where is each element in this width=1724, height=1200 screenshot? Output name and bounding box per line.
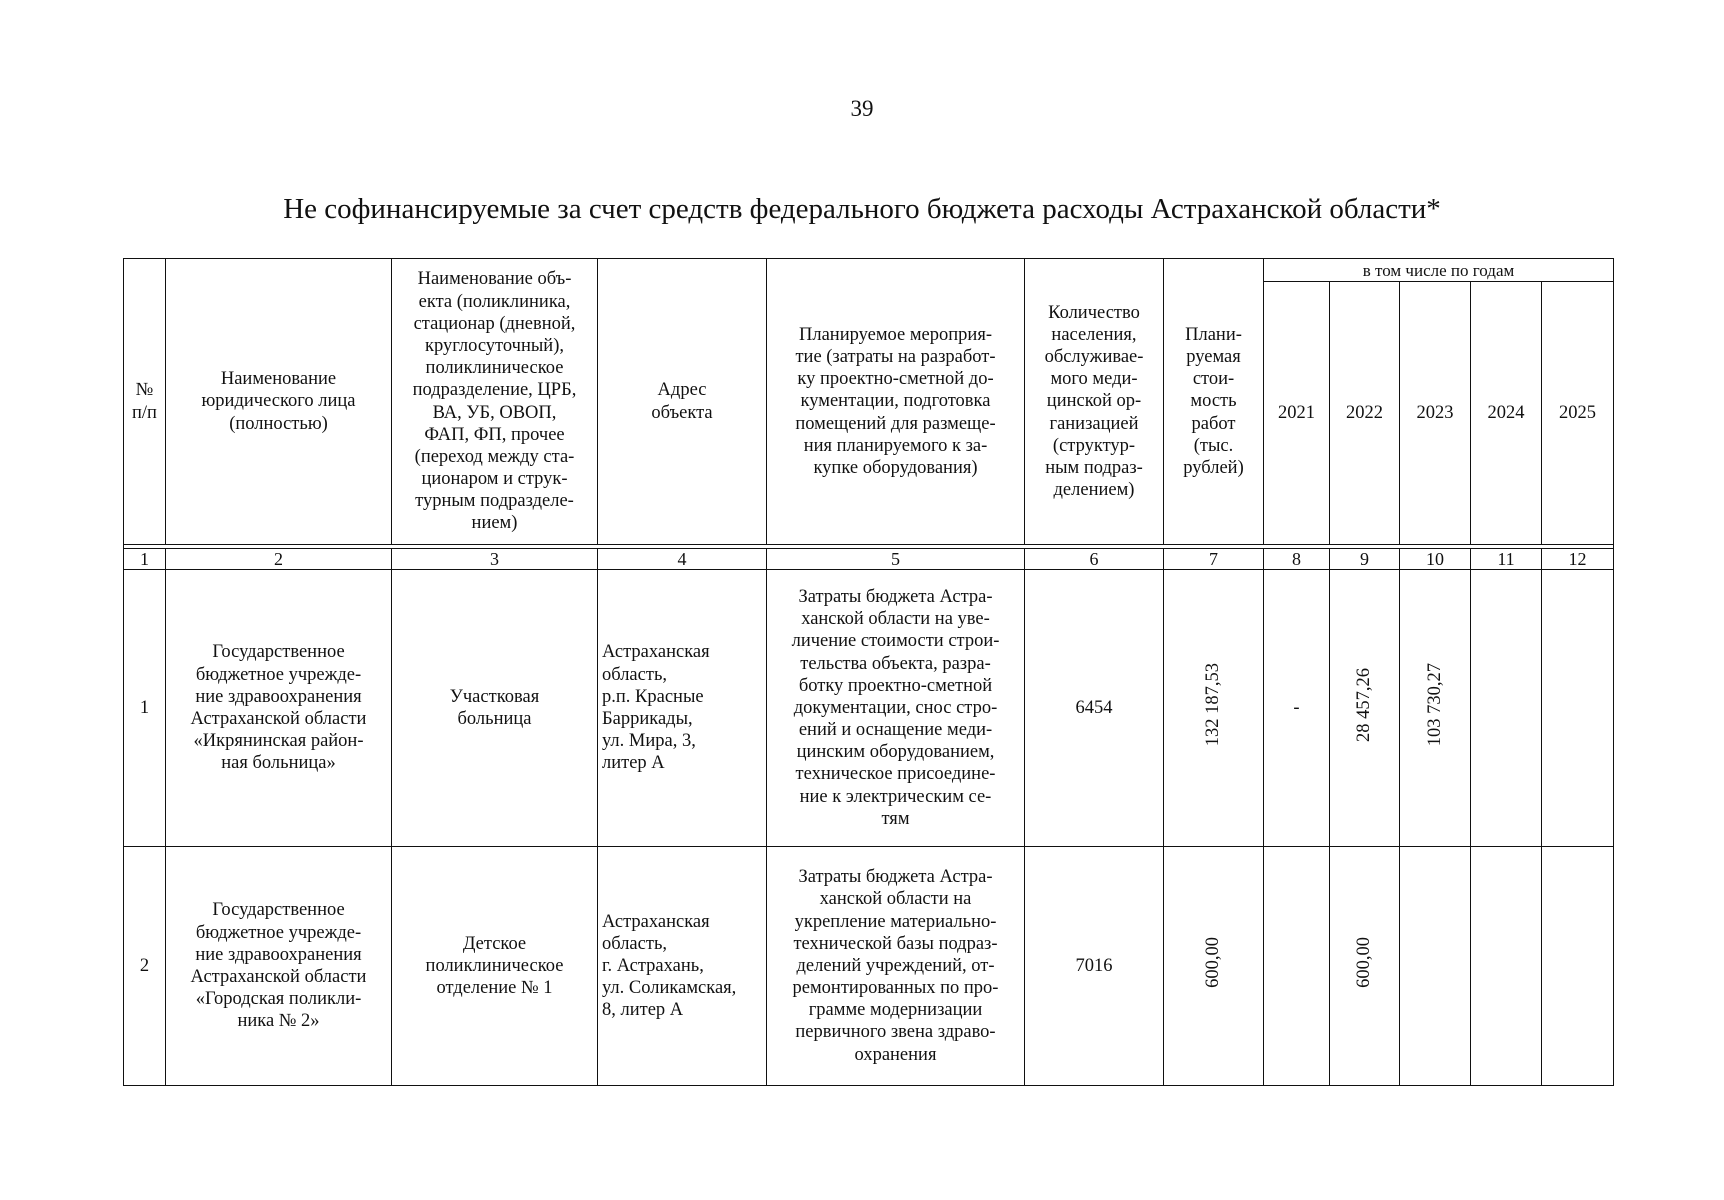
column-number: 12	[1542, 549, 1614, 570]
page-number: 39	[850, 96, 874, 121]
row-address: Астраханская область, г. Астрахань, ул. Соликамская, 8, литер А	[598, 847, 767, 1086]
table-row	[124, 570, 1614, 847]
column-number: 3	[392, 549, 598, 570]
column-number: 1	[124, 549, 166, 570]
column-number: 9	[1330, 549, 1400, 570]
row-address: Астраханская область, р.п. Красные Баррикады, ул. Мира, 3, литер А	[598, 570, 767, 847]
row-year-2023-cell	[1400, 570, 1471, 847]
row-object-name: Участковая больница	[392, 570, 598, 847]
row-year-2025	[1542, 847, 1614, 1086]
column-numbers-row	[124, 549, 1614, 570]
row-year-2022-cell	[1330, 570, 1400, 847]
budget-table	[123, 258, 1614, 1086]
row-year-2024	[1471, 570, 1542, 847]
header-year-2024: 2024	[1471, 282, 1542, 545]
row-year-2021: -	[1264, 570, 1330, 847]
column-number: 10	[1400, 549, 1471, 570]
column-number: 4	[598, 549, 767, 570]
header-year-2022: 2022	[1330, 282, 1400, 545]
header-year-2023: 2023	[1400, 282, 1471, 545]
column-number: 5	[767, 549, 1025, 570]
row-legal-entity: Государственное бюджетное учрежде- ние здравоохранения Астраханской области «Икрянинская район- ная больница»	[166, 570, 392, 847]
row-year-2025	[1542, 570, 1614, 847]
column-number: 6	[1025, 549, 1164, 570]
header-year-2025: 2025	[1542, 282, 1614, 545]
row-year-2021	[1264, 847, 1330, 1086]
column-number: 2	[166, 549, 392, 570]
row-cost-cell	[1164, 847, 1264, 1086]
row-activity: Затраты бюджета Астра- ханской области на уве- личение стоимости строи- тельства объекта, разра- ботку проектно-сметной документации, снос стро- ений и оснащение меди- цинским оборудованием, техническое присоедине- ние к электрическим се- тям	[767, 570, 1025, 847]
header-years-group: в том числе по годам	[1264, 259, 1614, 282]
header-year-2021: 2021	[1264, 282, 1330, 545]
header-population: Количество населения, обслуживае- мого меди- цинской ор- ганизацией (структур- ным подраз- делением)	[1025, 259, 1164, 545]
row-year-2022-cell	[1330, 847, 1400, 1086]
row-cost-cell	[1164, 570, 1264, 847]
column-number: 11	[1471, 549, 1542, 570]
row-cost: 600,00	[1203, 937, 1224, 989]
header-cost: Плани- руемая стои- мость работ (тыс. рублей)	[1164, 259, 1264, 545]
header-address: Адрес объекта	[598, 259, 767, 545]
row-num: 1	[124, 570, 166, 847]
header-activity: Планируемое мероприя- тие (затраты на разработ- ку проектно-сметной до- кументации, подготовка помещений для размеще- ния планируемого к за- купке оборудования)	[767, 259, 1025, 545]
row-year-2023	[1400, 847, 1471, 1086]
row-year-2023: 103 730,27	[1424, 663, 1445, 747]
row-population: 6454	[1025, 570, 1164, 847]
row-num: 2	[124, 847, 166, 1086]
row-population: 7016	[1025, 847, 1164, 1086]
document-title: Не софинансируемые за счет средств федерального бюджета расходы Астраханской области*	[283, 193, 1441, 225]
row-year-2022: 600,00	[1354, 937, 1375, 989]
row-year-2024	[1471, 847, 1542, 1086]
header-legal-entity: Наименование юридического лица (полностью)	[166, 259, 392, 545]
row-year-2022: 28 457,26	[1354, 667, 1375, 742]
column-number: 7	[1164, 549, 1264, 570]
row-cost: 132 187,53	[1203, 663, 1224, 747]
header-num: № п/п	[124, 259, 166, 545]
column-number: 8	[1264, 549, 1330, 570]
header-row	[124, 259, 1614, 282]
table-row	[124, 847, 1614, 1086]
row-activity: Затраты бюджета Астра- ханской области на укрепление материально- технической базы подраз- делений учреждений, от- ремонтированных по про- грамме модернизации первичного звена здраво- охранения	[767, 847, 1025, 1086]
row-legal-entity: Государственное бюджетное учрежде- ние здравоохранения Астраханской области «Городская поликли- ника № 2»	[166, 847, 392, 1086]
row-object-name: Детское поликлиническое отделение № 1	[392, 847, 598, 1086]
header-object-name: Наименование объ- екта (поликлиника, стационар (дневной, круглосуточный), поликлиническое подразделение, ЦРБ, ВА, УБ, ОВОП, ФАП, ФП, прочее (переход между ста- ционаром и струк- турным подразделе- нием)	[392, 259, 598, 545]
